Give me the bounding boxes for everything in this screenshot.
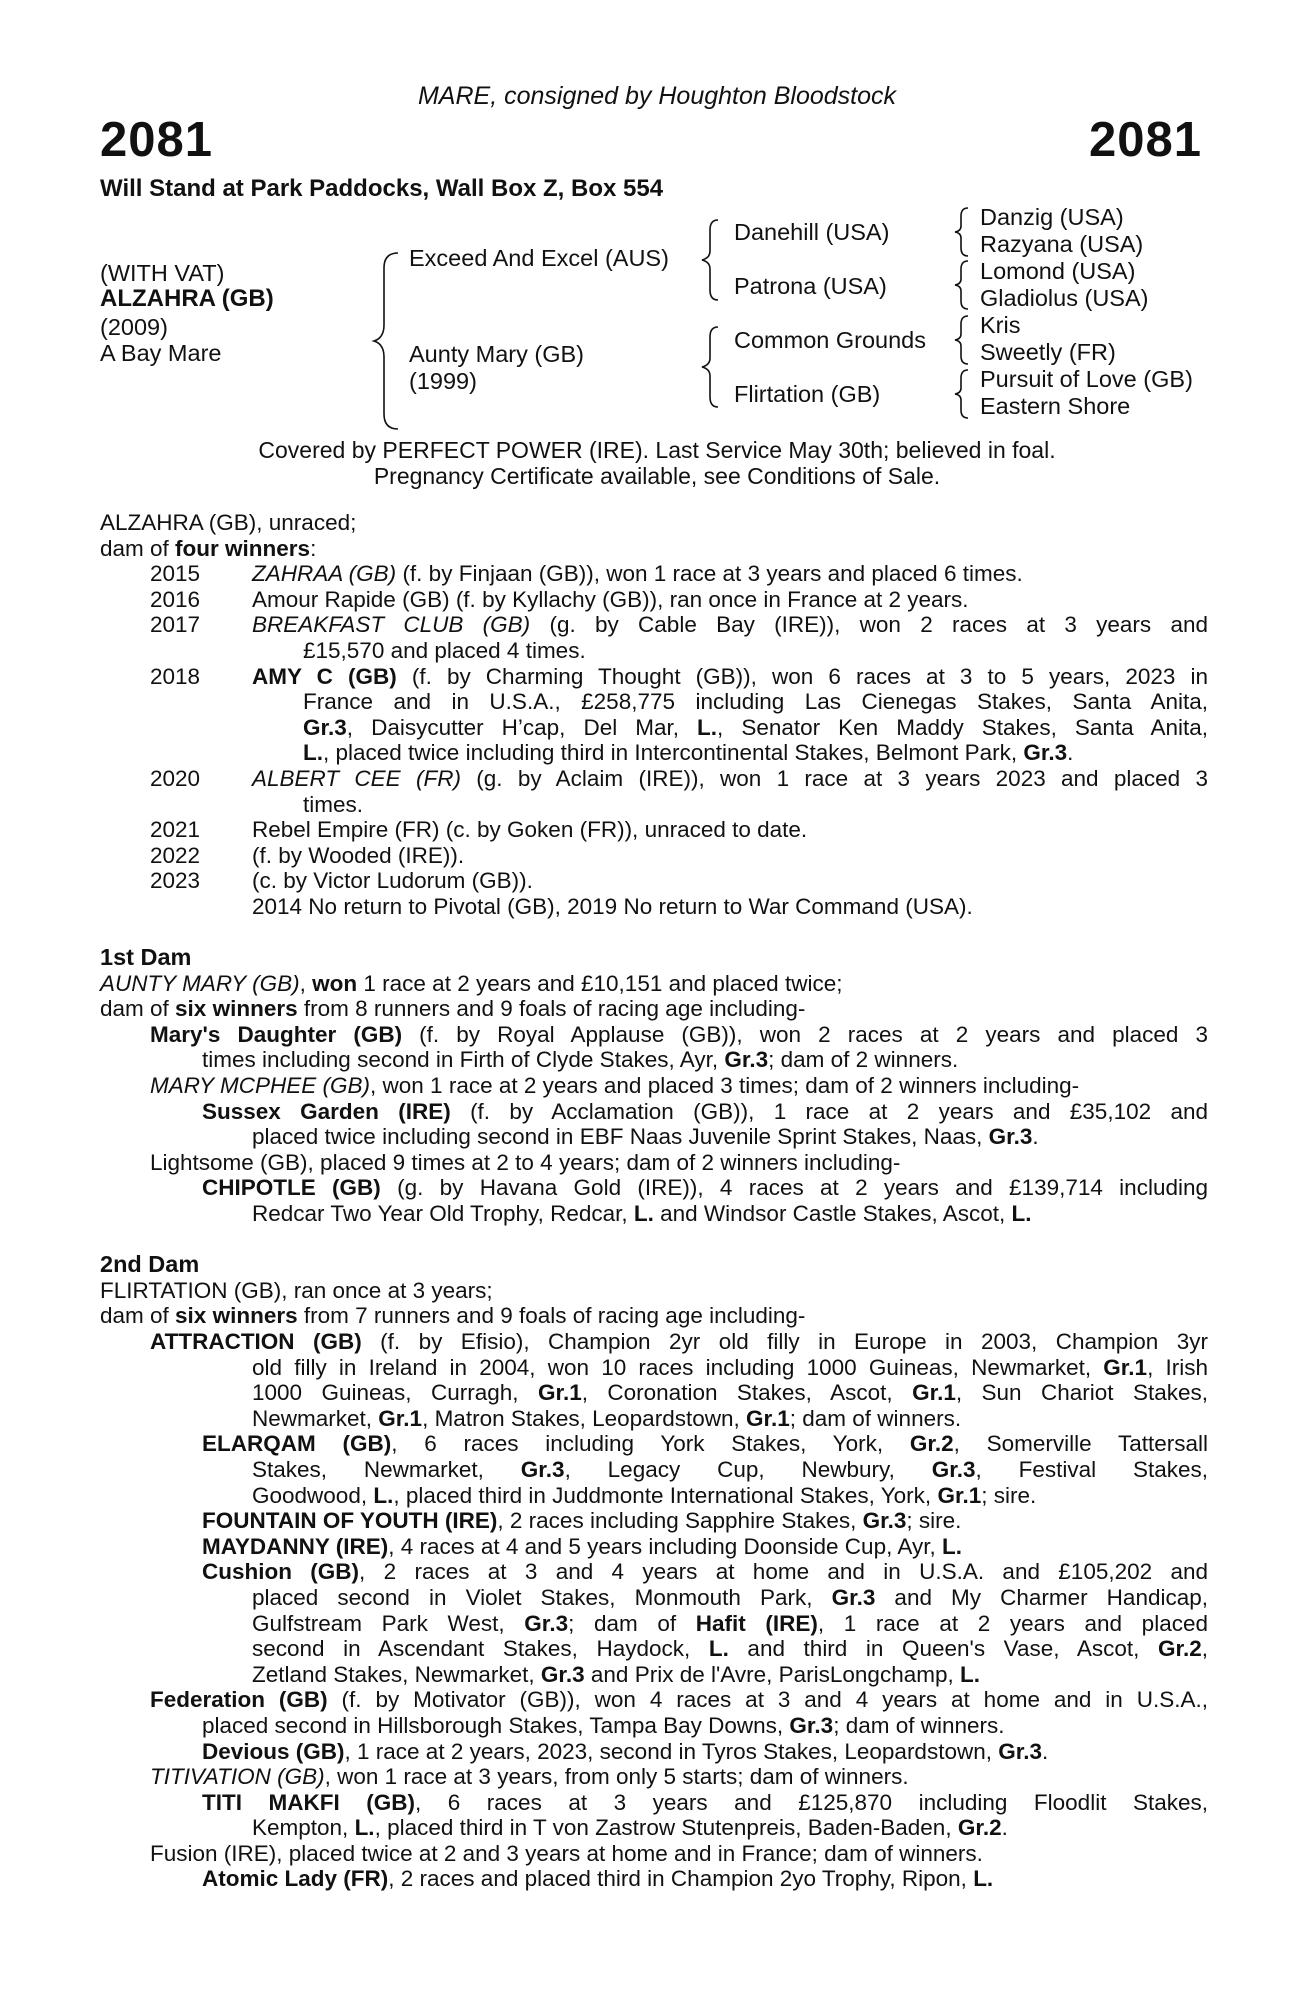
produce-item	[100, 843, 1208, 869]
covering-note	[0, 437, 1314, 489]
produce-continuation: times.	[303, 791, 364, 817]
first-dam-line: CHIPOTLE (GB) (g. by Havana Gold (IRE)), 4 races at 2 years and £139,714 including	[202, 1175, 1208, 1201]
horse-name: ALZAHRA (GB)	[100, 285, 274, 312]
catalogue-body	[100, 510, 1208, 1892]
pedigree-sds: Lomond (USA)	[980, 258, 1136, 284]
produce-item	[100, 664, 1208, 690]
produce-year: 2018	[150, 663, 201, 689]
produce-item	[100, 817, 1208, 843]
first-dam-line: Mary's Daughter (GB) (f. by Royal Applause (GB)), won 2 races at 2 years and placed 3	[150, 1021, 1208, 1047]
second-dam-line: 1000 Guineas, Curragh, Gr.1, Coronation Stakes, Ascot, Gr.1, Sun Chariot Stakes,	[252, 1380, 1208, 1406]
produce-year: 2023	[150, 868, 201, 894]
covered-line-2: Pregnancy Certificate available, see Conditions of Sale.	[373, 463, 941, 489]
second-dam-line: TITI MAKFI (GB), 6 races at 3 years and £125,870 including Floodlit Stakes,	[202, 1789, 1208, 1815]
second-dam-line: dam of six winners from 7 runners and 9 foals of racing age including-	[100, 1303, 806, 1329]
produce-item	[100, 612, 1208, 638]
pedigree-dsd: Sweetly (FR)	[980, 339, 1116, 365]
pedigree-dam-dam: Flirtation (GB)	[734, 381, 881, 407]
second-dam-line: Atomic Lady (FR), 2 races and placed third in Champion 2yo Trophy, Ripon, L.	[202, 1866, 994, 1892]
produce-continuation: France and in U.S.A., £258,775 including Las Cienegas Stakes, Santa Anita,	[303, 689, 1208, 715]
pedigree-ssd: Razyana (USA)	[980, 231, 1144, 257]
produce-item-continued	[100, 792, 1208, 818]
first-dam-line: times including second in Firth of Clyde Stakes, Ayr, Gr.3; dam of 2 winners.	[202, 1047, 959, 1073]
pedigree-sire-dam: Patrona (USA)	[734, 273, 887, 299]
second-dam-line: ELARQAM (GB), 6 races including York Stakes, York, Gr.2, Somerville Tattersall	[202, 1431, 1208, 1457]
pedigree-dss: Kris	[980, 312, 1021, 338]
produce-year: 2016	[150, 586, 201, 612]
second-dam-line: old filly in Ireland in 2004, won 10 races including 1000 Guineas, Newmarket, Gr.1, Irish	[252, 1354, 1209, 1380]
produce-item	[100, 766, 1208, 792]
pedigree-sdd: Gladiolus (USA)	[980, 285, 1149, 311]
produce-description: Amour Rapide (GB) (f. by Kyllachy (GB)), ran once in France at 2 years.	[252, 586, 969, 612]
produce-continuation: £15,570 and placed 4 times.	[303, 637, 586, 663]
first-dam-line: Sussex Garden (IRE) (f. by Acclamation (GB)), 1 race at 2 years and £35,102 and	[202, 1098, 1208, 1124]
first-dam-line: placed twice including second in EBF Naas Juvenile Sprint Stakes, Naas, Gr.3.	[252, 1124, 1039, 1150]
produce-item	[100, 587, 1208, 613]
produce-item-continued	[100, 689, 1208, 715]
pedigree-dam-year: (1999)	[409, 368, 477, 394]
second-dam-line: Federation (GB) (f. by Motivator (GB)), won 4 races at 3 and 4 years at home and in U.S.A.,	[150, 1687, 1208, 1713]
first-dam-line: AUNTY MARY (GB), won 1 race at 2 years and £10,151 and placed twice;	[100, 970, 843, 996]
second-dam-line: TITIVATION (GB), won 1 race at 3 years, from only 5 starts; dam of winners.	[150, 1764, 909, 1790]
consignment-line: MARE, consigned by Houghton Bloodstock	[417, 82, 897, 110]
produce-description: (c. by Victor Ludorum (GB)).	[252, 868, 533, 894]
produce-description: AMY C (GB) (f. by Charming Thought (GB)), won 6 races at 3 to 5 years, 2023 in	[252, 663, 1208, 689]
second-dam-line: ATTRACTION (GB) (f. by Efisio), Champion 2yr old filly in Europe in 2003, Champion 3yr	[150, 1329, 1208, 1354]
pedigree-sire: Exceed And Excel (AUS)	[409, 245, 669, 271]
pedigree-dds: Pursuit of Love (GB)	[980, 366, 1193, 392]
produce-year: 2020	[150, 765, 201, 791]
second-dam-line: placed second in Hillsborough Stakes, Tampa Bay Downs, Gr.3; dam of winners.	[202, 1712, 1005, 1738]
no-return-note: 2014 No return to Pivotal (GB), 2019 No return to War Command (USA).	[252, 893, 973, 919]
second-dam-line: Cushion (GB), 2 races at 3 and 4 years at home and in U.S.A. and £105,202 and	[202, 1559, 1208, 1585]
produce-continuation: Gr.3, Daisycutter H’cap, Del Mar, L., Senator Ken Maddy Stakes, Santa Anita,	[303, 714, 1208, 740]
second-dam-line: Kempton, L., placed third in T von Zastrow Stutenpreis, Baden-Baden, Gr.2.	[252, 1815, 1008, 1841]
produce-list	[100, 561, 1208, 894]
produce-description: ZAHRAA (GB) (f. by Finjaan (GB)), won 1 race at 3 years and placed 6 times.	[252, 561, 1023, 587]
pedigree-dam: Aunty Mary (GB)	[409, 341, 584, 367]
pedigree-ddd: Eastern Shore	[980, 393, 1131, 419]
second-dam-line: placed second in Violet Stakes, Monmouth Park, Gr.3 and My Charmer Handicap,	[252, 1584, 1208, 1610]
produce-item-continued	[100, 740, 1208, 766]
covered-line-1: Covered by PERFECT POWER (IRE). Last Service May 30th; believed in foal.	[258, 437, 1056, 463]
second-dam-line: MAYDANNY (IRE), 4 races at 4 and 5 years including Doonside Cup, Ayr, L.	[202, 1533, 962, 1559]
second-dam-line: Goodwood, L., placed third in Juddmonte International Stakes, York, Gr.1; sire.	[252, 1482, 1037, 1508]
first-dam-line: Lightsome (GB), placed 9 times at 2 to 4 years; dam of 2 winners including-	[150, 1149, 901, 1175]
produce-item-continued	[100, 715, 1208, 741]
second-dam-heading: 2nd Dam	[100, 1251, 200, 1278]
first-dam-line: Redcar Two Year Old Trophy, Redcar, L. and Windsor Castle Stakes, Ascot, L.	[252, 1201, 1032, 1227]
produce-continuation: L., placed twice including third in Intercontinental Stakes, Belmont Park, Gr.3.	[303, 740, 1074, 766]
stand-location: Will Stand at Park Paddocks, Wall Box Z, Box 554	[100, 175, 664, 202]
first-dam-heading: 1st Dam	[100, 944, 192, 971]
produce-item	[100, 561, 1208, 587]
produce-item	[100, 868, 1208, 894]
produce-description: BREAKFAST CLUB (GB) (g. by Cable Bay (IRE)), won 2 races at 3 years and	[252, 612, 1208, 638]
second-dam-line: Gulfstream Park West, Gr.3; dam of Hafit (IRE), 1 race at 2 years and placed	[252, 1610, 1208, 1636]
second-dam-line: FOUNTAIN OF YOUTH (IRE), 2 races including Sapphire Stakes, Gr.3; sire.	[202, 1508, 962, 1534]
produce-description: Rebel Empire (FR) (c. by Goken (FR)), unraced to date.	[252, 817, 808, 843]
second-dam-line: Devious (GB), 1 race at 2 years, 2023, second in Tyros Stakes, Leopardstown, Gr.3.	[202, 1738, 1049, 1764]
first-dam-line: MARY MCPHEE (GB), won 1 race at 2 years and placed 3 times; dam of 2 winners including-	[150, 1073, 1080, 1099]
produce-description: ALBERT CEE (FR) (g. by Aclaim (IRE)), won 1 race at 3 years 2023 and placed 3	[252, 765, 1208, 791]
pedigree-dam-sire: Common Grounds	[734, 327, 926, 353]
pedigree-sire-sire: Danehill (USA)	[734, 219, 890, 245]
vat-note: (WITH VAT)	[100, 260, 225, 286]
produce-item-continued	[100, 638, 1208, 664]
produce-year: 2021	[150, 817, 201, 843]
second-dam-line: Stakes, Newmarket, Gr.3, Legacy Cup, Newbury, Gr.3, Festival Stakes,	[252, 1456, 1208, 1482]
second-dam-line: Fusion (IRE), placed twice at 2 and 3 years at home and in France; dam of winners.	[150, 1840, 983, 1866]
second-dam-line: FLIRTATION (GB), ran once at 3 years;	[100, 1277, 493, 1303]
horse-description: A Bay Mare	[100, 340, 222, 366]
produce-year: 2015	[150, 561, 201, 587]
lot-number-right: 2081	[1088, 113, 1202, 167]
produce-year: 2022	[150, 842, 201, 868]
produce-description: (f. by Wooded (IRE)).	[252, 842, 465, 868]
lot-number-left: 2081	[100, 113, 214, 167]
second-dam-line: second in Ascendant Stakes, Haydock, L. and third in Queen's Vase, Ascot, Gr.2,	[252, 1636, 1208, 1662]
produce-intro: ALZAHRA (GB), unraced;	[100, 510, 357, 535]
horse-year: (2009)	[100, 314, 168, 340]
pedigree-sss: Danzig (USA)	[980, 204, 1124, 230]
first-dam-line: dam of six winners from 8 runners and 9 foals of racing age including-	[100, 996, 806, 1022]
second-dam-line: Newmarket, Gr.1, Matron Stakes, Leopardstown, Gr.1; dam of winners.	[252, 1405, 962, 1431]
second-dam-line: Zetland Stakes, Newmarket, Gr.3 and Prix de l'Avre, ParisLongchamp, L.	[252, 1661, 980, 1687]
produce-year: 2017	[150, 612, 201, 638]
produce-summary: dam of four winners:	[100, 535, 317, 561]
